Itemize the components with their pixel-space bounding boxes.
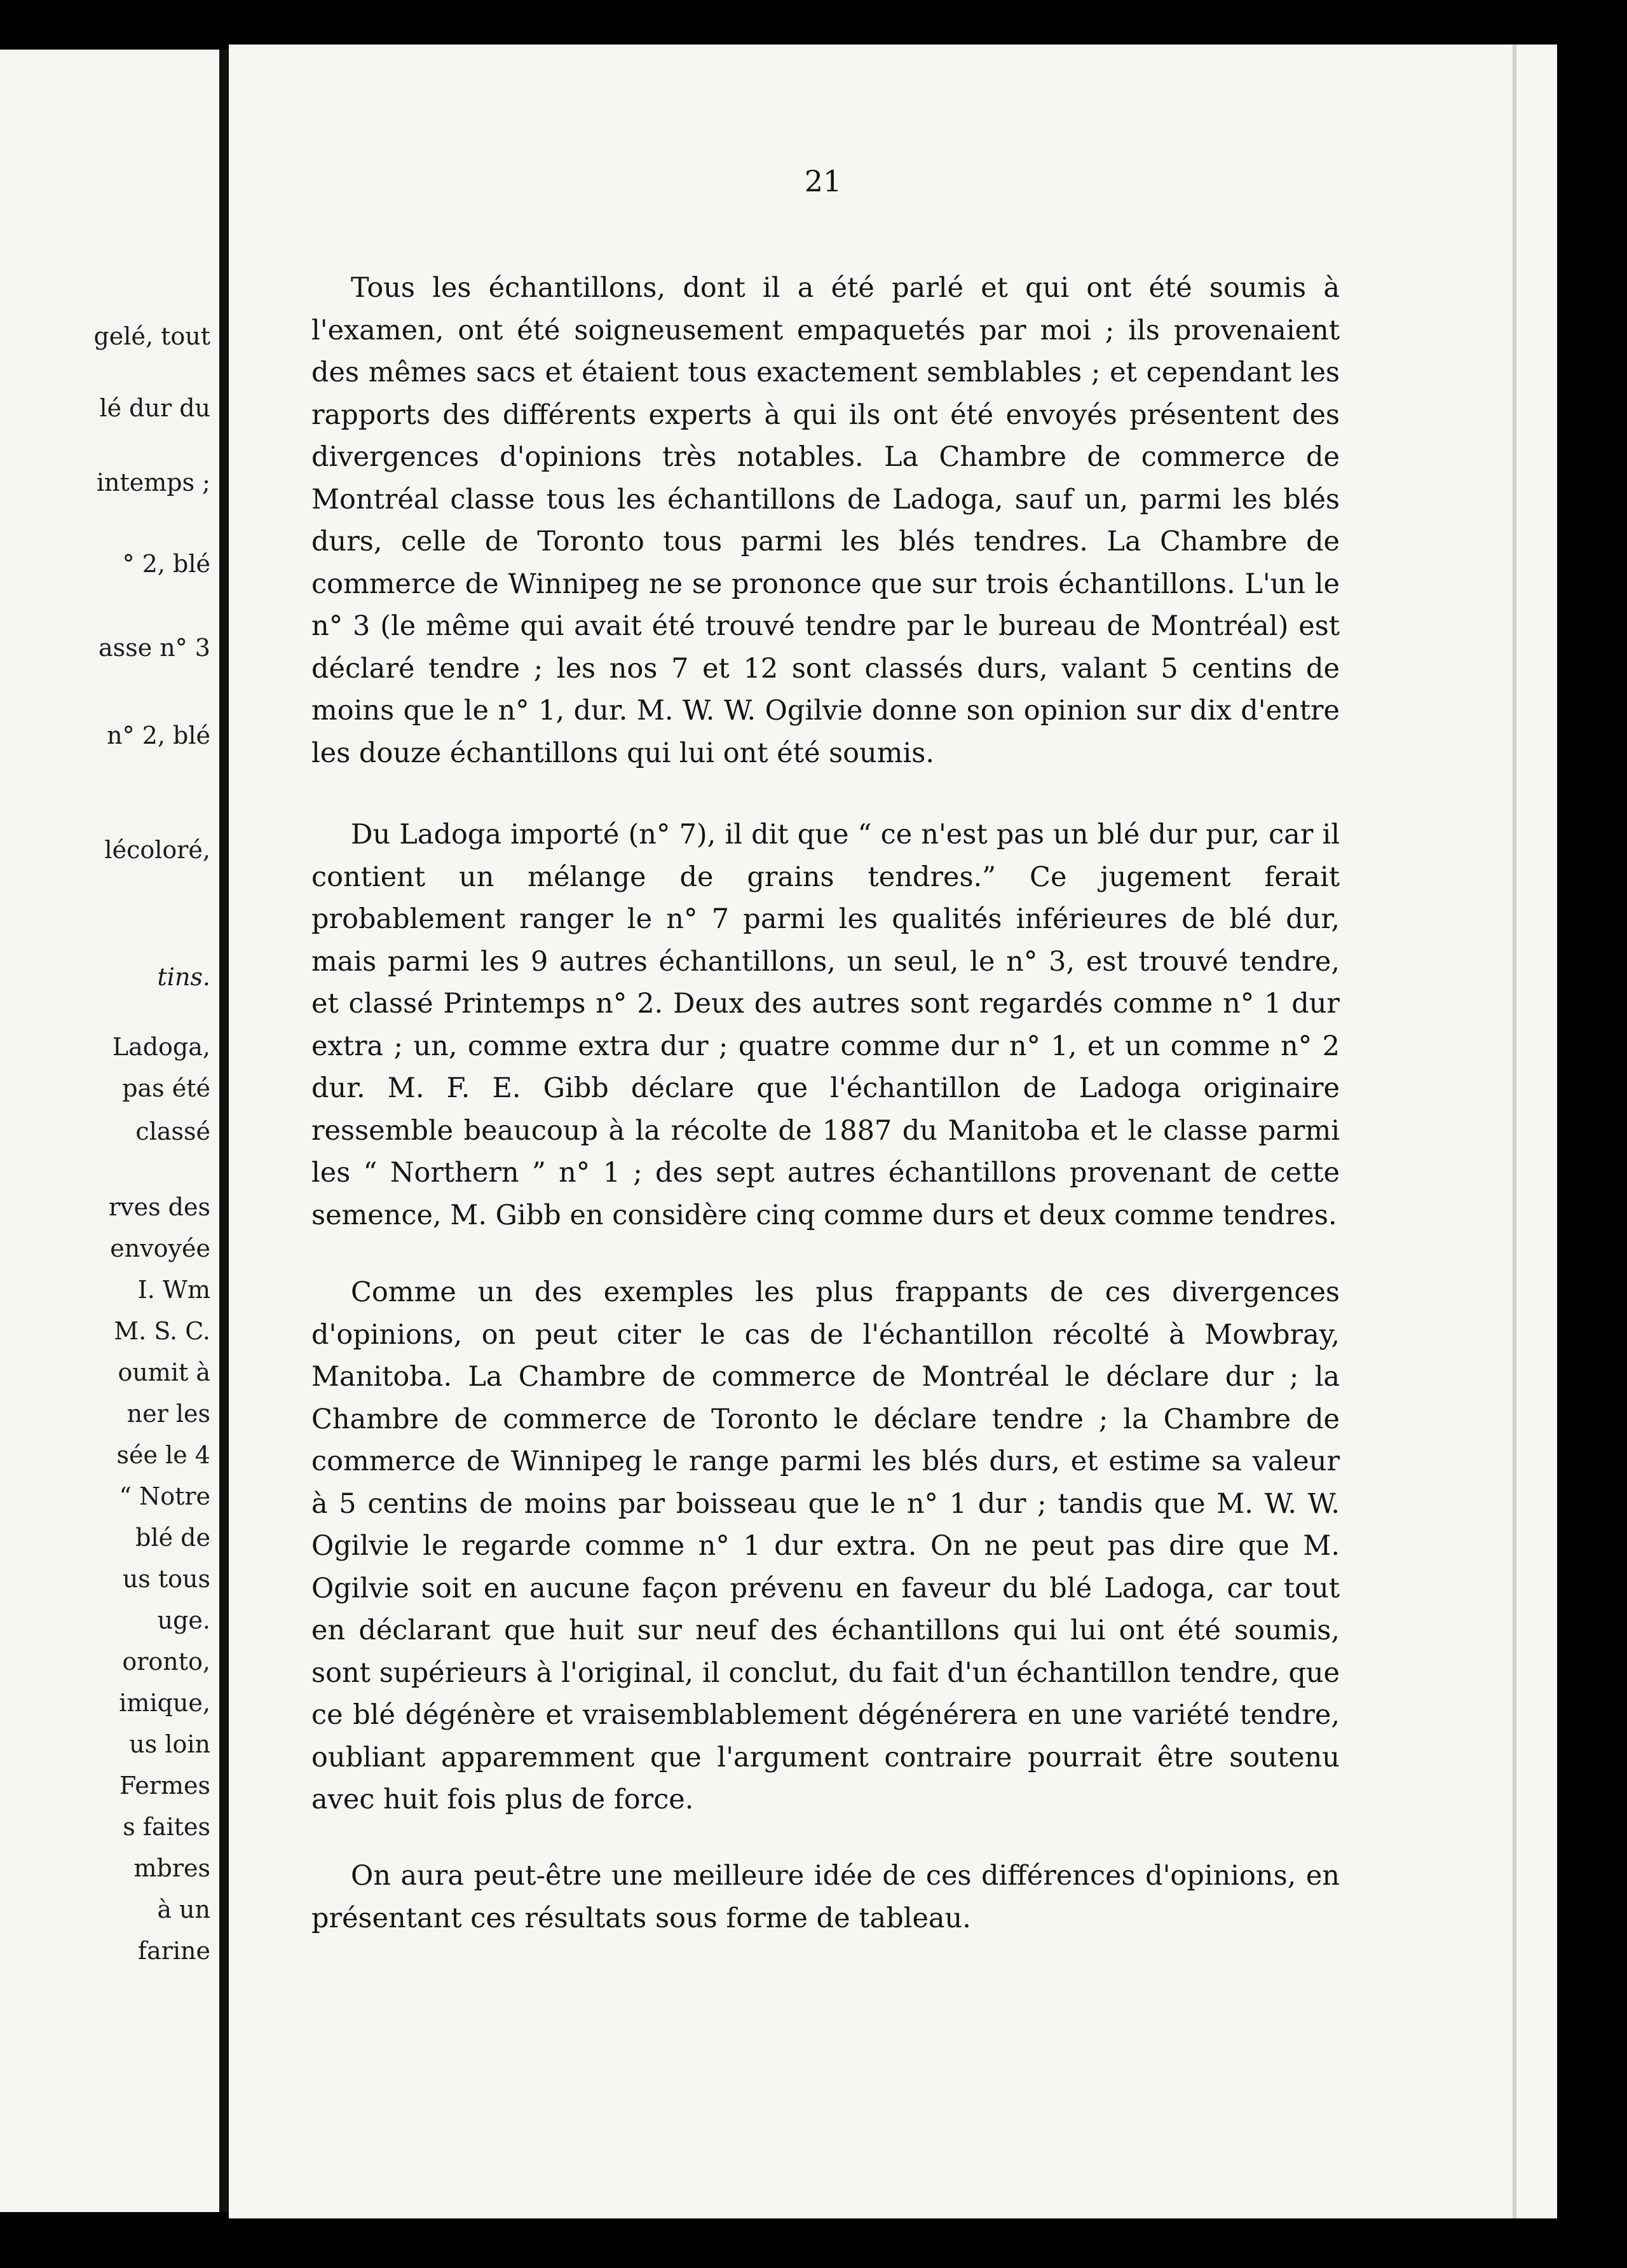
left-fragment: sée le 4 [116, 1441, 210, 1469]
left-fragment: intemps ; [96, 468, 210, 496]
page-number: 21 [804, 164, 842, 198]
left-fragment: lé dur du [99, 394, 210, 422]
left-fragment: us tous [122, 1565, 210, 1593]
left-fragment: classé [135, 1117, 210, 1145]
left-fragment: oumit à [118, 1358, 210, 1386]
left-fragment: oronto, [122, 1648, 210, 1676]
paragraph: Comme un des exemples les plus frappants de ces divergences d'opinions, on peut citer le cas de l'échantillon récolté à Mowbray, Manitoba. La Chambre de commerce de Montréal le déclare dur ; la Chambre de commerce de Toronto le déclare tendre ; la Chambre de commerce de Winnipeg le range parmi les blés durs, et estime sa valeur à 5 centins de moins par boisseau que le n° 1 dur ; tandis que M. W. W. Ogilvie le regarde comme n° 1 dur extra. On ne peut pas dire que M. Ogilvie soit en aucune façon prévenu en faveur du blé Ladoga, car tout en déclarant que huit sur neuf des échantillons qui lui ont été soumis, sont supérieurs à l'original, il conclut, du fait d'un échantillon tendre, que ce blé dégénère et vraisemblablement dégénérera en une variété tendre, oubliant apparemment que l'argument contraire pourrait être soutenu avec huit fois plus de force. [311, 1276, 1340, 1815]
left-fragment: à un [157, 1896, 210, 1923]
left-fragment: pas été [122, 1074, 210, 1102]
left-fragment: mbres [133, 1854, 210, 1882]
left-fragment: envoyée [110, 1234, 210, 1262]
previous-page-fragment [0, 50, 219, 2212]
left-fragment: Ladoga, [112, 1033, 210, 1061]
left-fragment: gelé, tout [93, 322, 210, 350]
left-fragment: s faites [123, 1813, 210, 1841]
left-fragment: I. Wm [137, 1276, 210, 1304]
left-fragment: n° 2, blé [107, 721, 210, 749]
page-21 [229, 44, 1557, 2218]
left-fragment: tins. [157, 963, 210, 991]
left-fragment: us loin [129, 1730, 210, 1758]
book-gutter [219, 50, 229, 2212]
left-fragment: blé de [135, 1524, 210, 1552]
left-fragment: farine [138, 1937, 210, 1965]
paragraph: Du Ladoga importé (n° 7), il dit que “ ce n'est pas un blé dur pur, car il contient un mélange de grains tendres.” Ce jugement ferait probablement ranger le n° 7 parmi les qualités inférieures de blé dur, mais parmi les 9 autres échantillons, un seul, le n° 3, est trouvé tendre, et classé Printemps n° 2. Deux des autres sont regardés comme n° 1 dur extra ; un, comme extra dur ; quatre comme dur n° 1, et un comme n° 2 dur. M. F. E. Gibb déclare que l'échantillon de Ladoga originaire ressemble beaucoup à la récolte de 1887 du Manitoba et le classe parmi les “ Northern ” n° 1 ; des sept autres échantillons provenant de cette semence, M. Gibb en considère cinq comme durs et deux comme tendres. [311, 819, 1340, 1231]
left-fragment: uge. [157, 1606, 210, 1634]
left-fragment: “ Notre [119, 1482, 210, 1510]
left-fragment: lécoloré, [104, 836, 210, 864]
left-fragment: imique, [119, 1689, 210, 1717]
left-fragment: Fermes [119, 1772, 210, 1800]
left-fragment: asse n° 3 [99, 634, 210, 662]
left-fragment: ner les [126, 1400, 210, 1428]
paragraph: On aura peut-être une meilleure idée de ces différences d'opinions, en présentant ces résultats sous forme de tableau. [311, 1860, 1340, 1934]
page-edge-shadow [1513, 44, 1516, 2218]
paragraph: Tous les échantillons, dont il a été parlé et qui ont été soumis à l'examen, ont été soigneusement empaquetés par moi ; ils provenaient des mêmes sacs et étaient tous exactement semblables ; et cependant les rapports des différents experts à qui ils ont été envoyés présentent des divergences d'opinions très notables. La Chambre de commerce de Montréal classe tous les échantillons de Ladoga, sauf un, parmi les blés durs, celle de Toronto tous parmi les blés tendres. La Chambre de commerce de Winnipeg ne se prononce que sur trois échantillons. L'un le n° 3 (le même qui avait été trouvé tendre par le bureau de Montréal) est déclaré tendre ; les nos 7 et 12 sont classés durs, valant 5 centins de moins que le n° 1, dur. M. W. W. Ogilvie donne son opinion sur dix d'entre les douze échantillons qui lui ont été soumis. [311, 272, 1340, 769]
left-fragment: M. S. C. [114, 1317, 210, 1345]
left-fragment: ° 2, blé [122, 550, 210, 578]
left-fragment: rves des [108, 1193, 210, 1221]
